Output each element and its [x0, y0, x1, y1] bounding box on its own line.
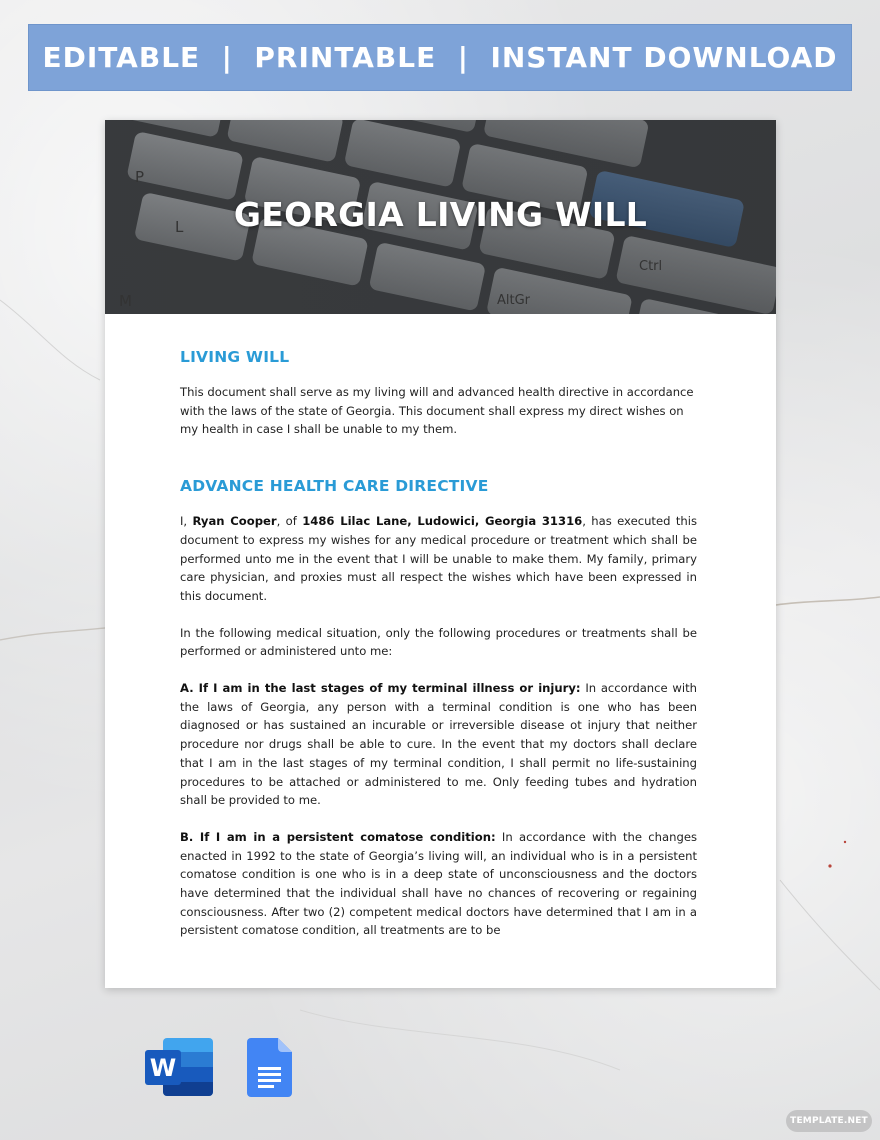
document-body	[180, 348, 697, 940]
declarant-name: Ryan Cooper	[192, 514, 277, 529]
item-b-paragraph	[180, 828, 697, 940]
declarant-paragraph	[180, 512, 697, 606]
word-letter: W	[149, 1054, 177, 1082]
watermark-badge: TEMPLATE.NET	[786, 1110, 872, 1132]
key-label-l: L	[175, 218, 184, 236]
document-page	[105, 120, 776, 988]
hero-header	[105, 120, 776, 314]
document-title: GEORGIA LIVING WILL	[233, 195, 648, 234]
text-run: I,	[180, 514, 193, 529]
promo-banner	[28, 24, 852, 91]
situation-intro-paragraph: In the following medical situation, only the following procedures or treatments shall be performed or administered unto me:	[180, 625, 697, 659]
heading-living-will: LIVING WILL	[180, 348, 290, 366]
item-b-label: B. If I am in a persistent comatose condition:	[180, 829, 496, 844]
key-label-altgr: AltGr	[497, 293, 531, 308]
item-b-text: In accordance with the changes enacted in 1992 to the state of Georgia’s living will, an individual who is in a persistent comatose condition is one who is in a deep state of unconsciousness and the doctors have determined that the individual shall have no chances of recovering or regaining consciousness. After two (2) competent medical doctors have determined that I am in a persistent comatose condition, all treatments are to be	[180, 829, 697, 938]
key-label-ctrl: Ctrl	[639, 259, 663, 274]
item-a-label: A. If I am in the last stages of my terminal illness or injury:	[180, 681, 581, 696]
item-a-paragraph	[180, 679, 697, 810]
item-a-text: In accordance with the laws of Georgia, any person with a terminal condition is one who has been diagnosed or has sustained an incurable or irreversible disease ot injury that neither procedure nor drugs shall be able to cure. In the event that my doctors shall declare that I am in the last stages of my terminal condition, I shall permit no life-sustaining procedures to be attached or administered to me. Only feeding tubes and hydration shall be provided to me.	[180, 681, 697, 808]
declarant-address: 1486 Lilac Lane, Ludowici, Georgia 31316	[302, 514, 583, 529]
banner-text: EDITABLE | PRINTABLE | INSTANT DOWNLOAD	[42, 41, 838, 74]
key-label-m: M	[119, 292, 132, 310]
key-label-p: P	[135, 168, 145, 186]
microsoft-word-icon[interactable]	[145, 1038, 213, 1096]
heading-advance-directive: ADVANCE HEALTH CARE DIRECTIVE	[180, 477, 489, 496]
text-run: , of	[276, 514, 303, 529]
text-run: , has executed this document to express my wishes for any medical procedure or treatment which shall be performed unto me in the event that I will be unable to make them. My family, primary care physician, and proxies must all respect the wishes which have been expressed in this document.	[180, 514, 697, 603]
google-docs-icon[interactable]	[247, 1038, 292, 1097]
living-will-paragraph: This document shall serve as my living will and advanced health directive in accordance with the laws of the state of Georgia. This document shall express my direct wishes on my health in case I shall be unable to my them.	[180, 385, 694, 437]
